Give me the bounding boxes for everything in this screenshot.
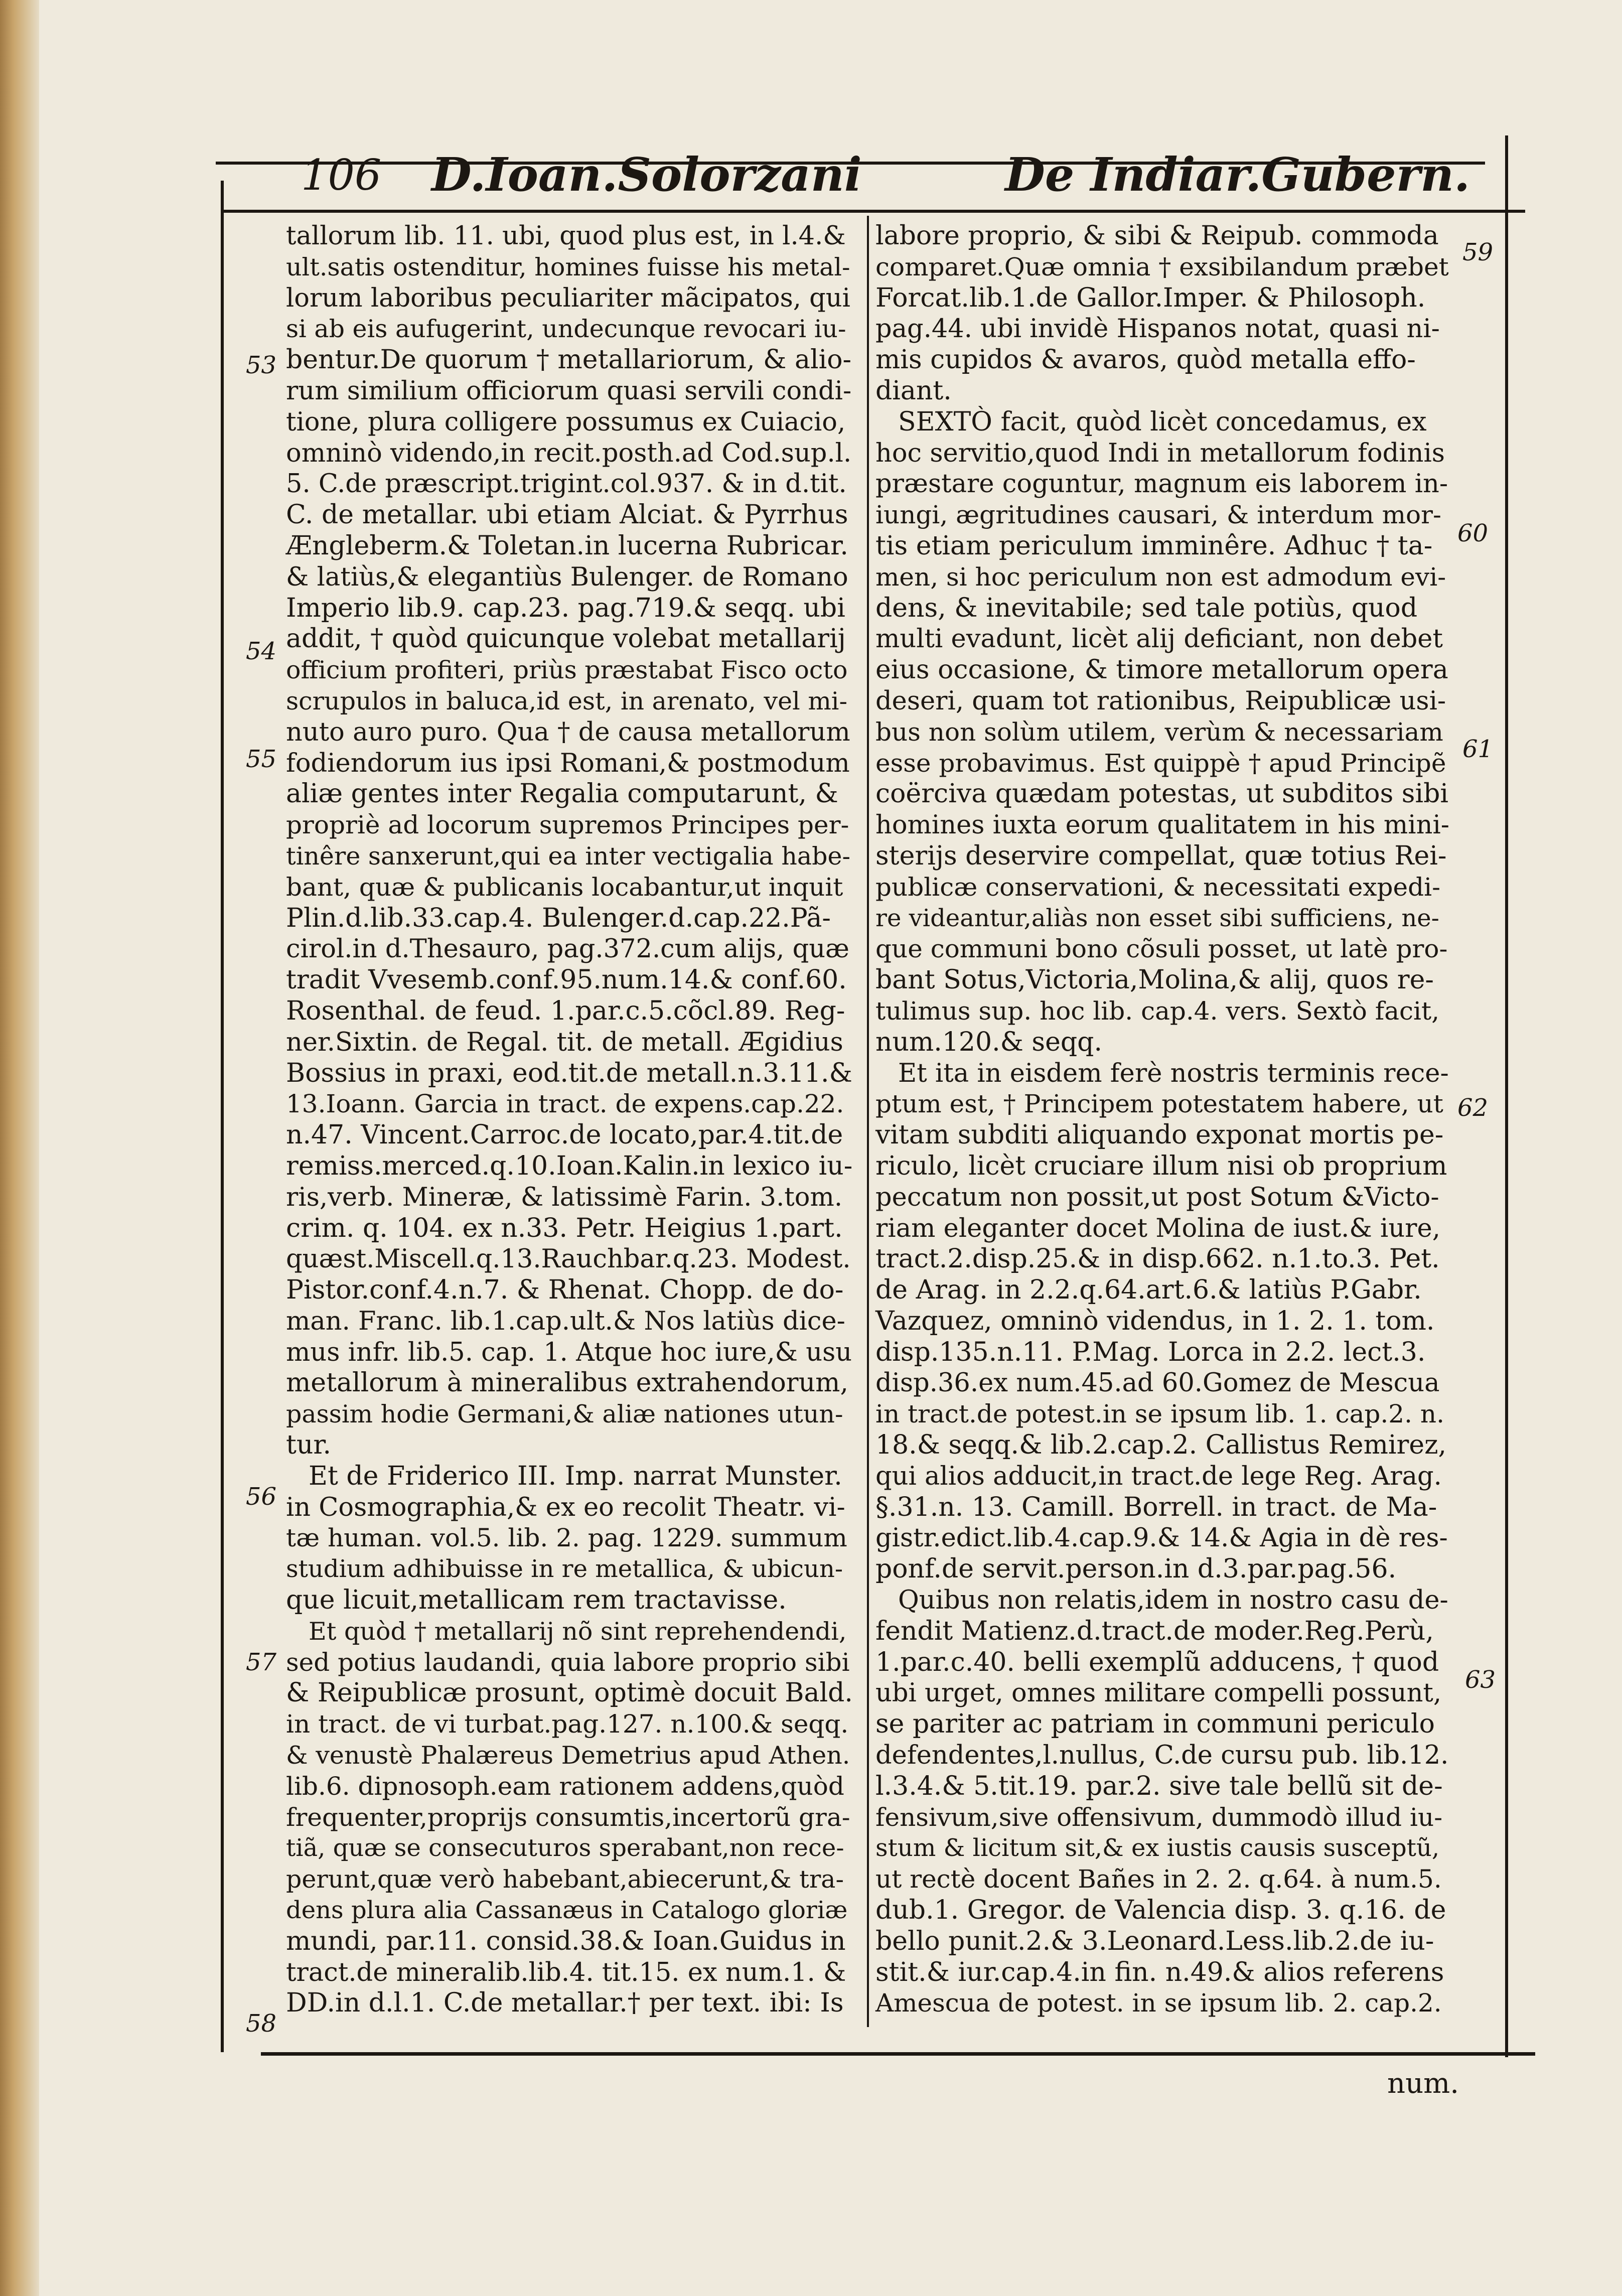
text-line: dens plura alia Cassanæus in Catalogo gloriæ: [286, 1896, 848, 1925]
text-line: Bossius in praxi, eod.tit.de metall.n.3.11.&: [286, 1058, 852, 1088]
margin-number: 60: [1457, 519, 1489, 547]
text-line: crim. q. 104. ex n.33. Petr. Heigius 1.part.: [286, 1213, 843, 1243]
text-line: mus infr. lib.5. cap. 1. Atque hoc iure,& usu: [286, 1337, 852, 1367]
text-line: remiss.merced.q.10.Ioan.Kalin.in lexico iu-: [286, 1151, 853, 1181]
running-header: [301, 148, 1470, 211]
catchword: num.: [1387, 2067, 1459, 2100]
text-line: Pistor.conf.4.n.7. & Rhenat. Chopp. de do-: [286, 1275, 844, 1306]
text-line: man. Franc. lib.1.cap.ult.& Nos latiùs dice-: [286, 1306, 845, 1336]
margin-number: 57: [246, 1648, 277, 1676]
text-line: comparet.Quæ omnia † exsibilandum præbet: [875, 252, 1449, 281]
text-line: deseri, quam tot rationibus, Reipublicæ usi-: [875, 686, 1446, 716]
text-line: cirol.in d.Thesauro, pag.372.cum alijs, quæ: [286, 934, 849, 964]
text-line: que licuit,metallicam rem tractavisse.: [286, 1585, 787, 1616]
text-line: eius occasione, & timore metallorum opera: [875, 655, 1448, 685]
text-line: coërciva quædam potestas, ut subditos sibi: [875, 779, 1449, 809]
text-line: Quibus non relatis,idem in nostro casu de-: [898, 1586, 1448, 1616]
text-line: §.31.n. 13. Camill. Borrell. in tract. de Ma-: [875, 1492, 1437, 1522]
text-line: præstare coguntur, magnum eis laborem in-: [875, 469, 1448, 499]
text-line: qui alios adducit,in tract.de lege Reg. Arag.: [875, 1461, 1442, 1491]
margin-number: 54: [246, 637, 277, 665]
text-line: gistr.edict.lib.4.cap.9.& 14.& Agia in dè res-: [875, 1523, 1448, 1553]
margin-number: 55: [246, 745, 277, 773]
text-line: ubi urget, omnes militare compelli possunt,: [875, 1678, 1442, 1708]
text-line: ptum est, † Principem potestatem habere, ut: [875, 1089, 1443, 1119]
header-rule: [221, 210, 1525, 213]
text-line: tiã, quæ se consecuturos sperabant,non rece-: [286, 1834, 844, 1862]
text-line: fodiendorum ius ipsi Romani,& postmodum: [286, 748, 850, 778]
text-line: 13.Ioann. Garcia in tract. de expens.cap.22.: [286, 1089, 844, 1119]
text-line: bus non solùm utilem, verùm & necessariam: [875, 717, 1443, 747]
text-line: stit.& iur.cap.4.in fin. n.49.& alios referens: [875, 1957, 1444, 1987]
text-line: & venustè Phalæreus Demetrius apud Athen.: [286, 1741, 850, 1770]
text-line: mis cupidos & avaros, quòd metalla effo-: [875, 345, 1416, 375]
text-line: SEXTÒ facit, quòd licèt concedamus, ex: [898, 406, 1427, 437]
text-line: bentur.De quorum † metallariorum, & alio-: [286, 345, 852, 375]
text-line: Et de Friderico III. Imp. narrat Munster.: [309, 1461, 842, 1491]
column-divider: [867, 216, 869, 2027]
text-line: Ængleberm.& Toletan.in lucerna Rubricar.: [286, 530, 848, 561]
text-line: Imperio lib.9. cap.23. pag.719.& seqq. ubi: [286, 593, 845, 623]
text-line: l.3.4.& 5.tit.19. par.2. sive tale bellũ sit de-: [875, 1771, 1443, 1801]
text-line: ris,verb. Mineræ, & latissimè Farin. 3.tom.: [286, 1182, 843, 1212]
text-line: Et ita in eisdem ferè nostris terminis rece-: [898, 1058, 1449, 1088]
text-line: bello punit.2.& 3.Leonard.Less.lib.2.de iu-: [875, 1926, 1434, 1956]
text-line: Vazquez, omninò videndus, in 1. 2. 1. tom.: [875, 1306, 1435, 1336]
text-line: num.120.& seqq.: [875, 1027, 1102, 1057]
text-line: 1.par.c.40. belli exemplũ adducens, † quod: [875, 1647, 1439, 1677]
text-line: mundi, par.11. consid.38.& Ioan.Guidus in: [286, 1926, 846, 1956]
text-line: scrupulos in baluca,id est, in arenato, vel mi-: [286, 686, 848, 715]
right-text-column: [875, 221, 1450, 2037]
text-line: tulimus sup. hoc lib. cap.4. vers. Sextò facit,: [875, 996, 1439, 1026]
right-frame-rule: [1505, 135, 1508, 2057]
text-line: lib.6. dipnosoph.eam rationem addens,quòd: [286, 1771, 844, 1801]
text-line: tæ human. vol.5. lib. 2. pag. 1229. summum: [286, 1523, 847, 1553]
text-line: tract.de mineralib.lib.4. tit.15. ex num.1. &: [286, 1957, 846, 1987]
text-line: frequenter,proprijs consumtis,incertorũ gra-: [286, 1802, 850, 1832]
text-line: disp.135.n.11. P.Mag. Lorca in 2.2. lect.3.: [875, 1337, 1426, 1367]
text-line: 5. C.de præscript.trigint.col.937. & in d.tit.: [286, 469, 847, 499]
text-line: bant, quæ & publicanis locabantur,ut inquit: [286, 872, 843, 902]
text-line: vitam subditi aliquando exponat mortis pe-: [875, 1120, 1444, 1151]
text-line: in tract.de potest.in se ipsum lib. 1. cap.2. n.: [875, 1399, 1444, 1429]
text-line: DD.in d.l.1. C.de metallar.† per text. ibi: Is: [286, 1988, 844, 2019]
text-line: Amescua de potest. in se ipsum lib. 2. cap.2.: [875, 1988, 1442, 2018]
text-line: riculo, licèt cruciare illum nisi ob proprium: [875, 1151, 1447, 1181]
text-line: tis etiam periculum imminêre. Adhuc † ta-: [875, 530, 1433, 561]
text-line: passim hodie Germani,& aliæ nationes utun-: [286, 1400, 843, 1429]
text-line: in tract. de vi turbat.pag.127. n.100.& seqq.: [286, 1709, 849, 1739]
text-line: ut rectè docent Bañes in 2. 2. q.64. à num.5.: [875, 1864, 1442, 1894]
text-line: tione, plura colligere possumus ex Cuiacio,: [286, 407, 846, 437]
margin-number: 62: [1457, 1094, 1489, 1122]
running-author: D.Ioan.Solorzani: [431, 148, 862, 202]
margin-number: 59: [1462, 238, 1494, 266]
text-line: dens, & inevitabile; sed tale potiùs, quod: [875, 593, 1418, 623]
text-line: Plin.d.lib.33.cap.4. Bulenger.d.cap.22.Pã-: [286, 903, 831, 933]
page-number: 106: [301, 151, 382, 200]
margin-number: 56: [246, 1483, 277, 1511]
text-line: & Reipublicæ prosunt, optimè docuit Bald.: [286, 1678, 853, 1708]
running-title: De Indiar.Gubern.: [1005, 148, 1470, 202]
text-line: tradit Vvesemb.conf.95.num.14.& conf.60.: [286, 965, 847, 995]
text-line: addit, † quòd quicunque volebat metallarij: [286, 624, 846, 654]
text-line: officium profiteri, priùs præstabat Fisco octo: [286, 656, 848, 685]
text-line: nuto auro puro. Qua † de causa metallorum: [286, 717, 850, 747]
text-line: studium adhibuisse in re metallica, & ubicun-: [286, 1555, 843, 1584]
text-line: peccatum non possit,ut post Sotum &Victo-: [875, 1182, 1439, 1212]
text-line: hoc servitio,quod Indi in metallorum fodinis: [875, 438, 1445, 468]
text-line: men, si hoc periculum non est admodum evi-: [875, 562, 1446, 592]
text-line: rum similium officiorum quasi servili condi-: [286, 376, 852, 406]
text-line: propriè ad locorum supremos Principes per-: [286, 810, 849, 840]
text-line: perunt,quæ verò habebant,abiecerunt,& tra-: [286, 1865, 844, 1894]
text-line: aliæ gentes inter Regalia computarunt, &: [286, 779, 838, 809]
text-line: fendit Matienz.d.tract.de moder.Reg.Perù,: [875, 1616, 1434, 1646]
text-line: stum & licitum sit,& ex iustis causis susceptũ,: [875, 1834, 1440, 1862]
text-line: sed potius laudandi, quia labore proprio sibi: [286, 1647, 850, 1677]
text-line: tinêre sanxerunt,qui ea inter vectigalia habe-: [286, 841, 851, 871]
text-line: homines iuxta eorum qualitatem in his mini-: [875, 810, 1449, 840]
text-line: Forcat.lib.1.de Gallor.Imper. & Philosoph.: [875, 282, 1426, 313]
margin-number: 58: [246, 2010, 277, 2038]
text-line: Rosenthal. de feud. 1.par.c.5.cõcl.89. Reg-: [286, 995, 845, 1026]
text-line: labore proprio, & sibi & Reipub. commoda: [875, 221, 1439, 251]
text-line: Et quòd † metallarij nõ sint reprehendendi,: [309, 1617, 847, 1646]
margin-number: 53: [246, 351, 277, 379]
text-line: fensivum,sive offensivum, dummodò illud iu-: [875, 1802, 1443, 1832]
text-line: multi evadunt, licèt alij deficiant, non debet: [875, 624, 1443, 654]
text-line: & latiùs,& elegantiùs Bulenger. de Romano: [286, 562, 848, 592]
left-text-column: [286, 221, 853, 2037]
text-line: si ab eis aufugerint, undecunque revocari iu-: [286, 315, 846, 344]
text-line: se pariter ac patriam in communi periculo: [875, 1709, 1435, 1740]
text-line: pag.44. ubi invidè Hispanos notat, quasi ni-: [875, 314, 1440, 344]
text-line: diant.: [875, 375, 952, 406]
left-frame-rule: [221, 181, 224, 2052]
text-line: ner.Sixtin. de Regal. tit. de metall. Ægidius: [286, 1027, 843, 1057]
text-line: omninò videndo,in recit.posth.ad Cod.sup.l.: [286, 438, 852, 468]
text-line: sterijs deservire compellat, quæ totius Rei-: [875, 840, 1447, 871]
text-line: ponf.de servit.person.in d.3.par.pag.56.: [875, 1554, 1397, 1585]
text-line: tur.: [286, 1430, 332, 1461]
text-line: disp.36.ex num.45.ad 60.Gomez de Mescua: [875, 1368, 1440, 1398]
text-line: defendentes,l.nullus, C.de cursu pub. lib.12.: [875, 1741, 1449, 1771]
text-line: lorum laboribus peculiariter mãcipatos, qui: [286, 283, 850, 313]
text-line: esse probavimus. Est quippè † apud Principẽ: [875, 748, 1446, 778]
text-line: publicæ conservationi, & necessitati expedi-: [875, 872, 1441, 902]
text-line: tract.2.disp.25.& in disp.662. n.1.to.3. Pet.: [875, 1244, 1440, 1274]
text-line: ult.satis ostenditur, homines fuisse his metal-: [286, 252, 850, 281]
text-line: metallorum à mineralibus extrahendorum,: [286, 1368, 848, 1398]
text-line: 18.& seqq.& lib.2.cap.2. Callistus Remirez,: [875, 1430, 1447, 1461]
text-line: re videantur,aliàs non esset sibi sufficiens, ne-: [875, 904, 1439, 932]
bottom-rule: [261, 2052, 1535, 2056]
text-line: tallorum lib. 11. ubi, quod plus est, in l.4.&: [286, 221, 846, 251]
text-line: bant Sotus,Victoria,Molina,& alij, quos re-: [875, 965, 1434, 995]
text-line: quæst.Miscell.q.13.Rauchbar.q.23. Modest.: [286, 1244, 851, 1274]
text-line: iungi, ægritudines causari, & interdum mor-: [875, 500, 1441, 530]
margin-number: 63: [1465, 1666, 1496, 1694]
book-spine: [0, 0, 39, 2296]
text-line: riam eleganter docet Molina de iust.& iure,: [875, 1213, 1440, 1243]
text-line: C. de metallar. ubi etiam Alciat. & Pyrrhus: [286, 500, 848, 530]
text-line: dub.1. Gregor. de Valencia disp. 3. q.16. de: [875, 1895, 1446, 1926]
text-line: que communi bono cõsuli posset, ut latè pro-: [875, 934, 1448, 964]
text-line: de Arag. in 2.2.q.64.art.6.& latiùs P.Gabr.: [875, 1275, 1422, 1306]
margin-number: 61: [1462, 735, 1494, 763]
text-line: n.47. Vincent.Carroc.de locato,par.4.tit.de: [286, 1120, 843, 1151]
text-line: in Cosmographia,& ex eo recolit Theatr. vi-: [286, 1492, 845, 1522]
